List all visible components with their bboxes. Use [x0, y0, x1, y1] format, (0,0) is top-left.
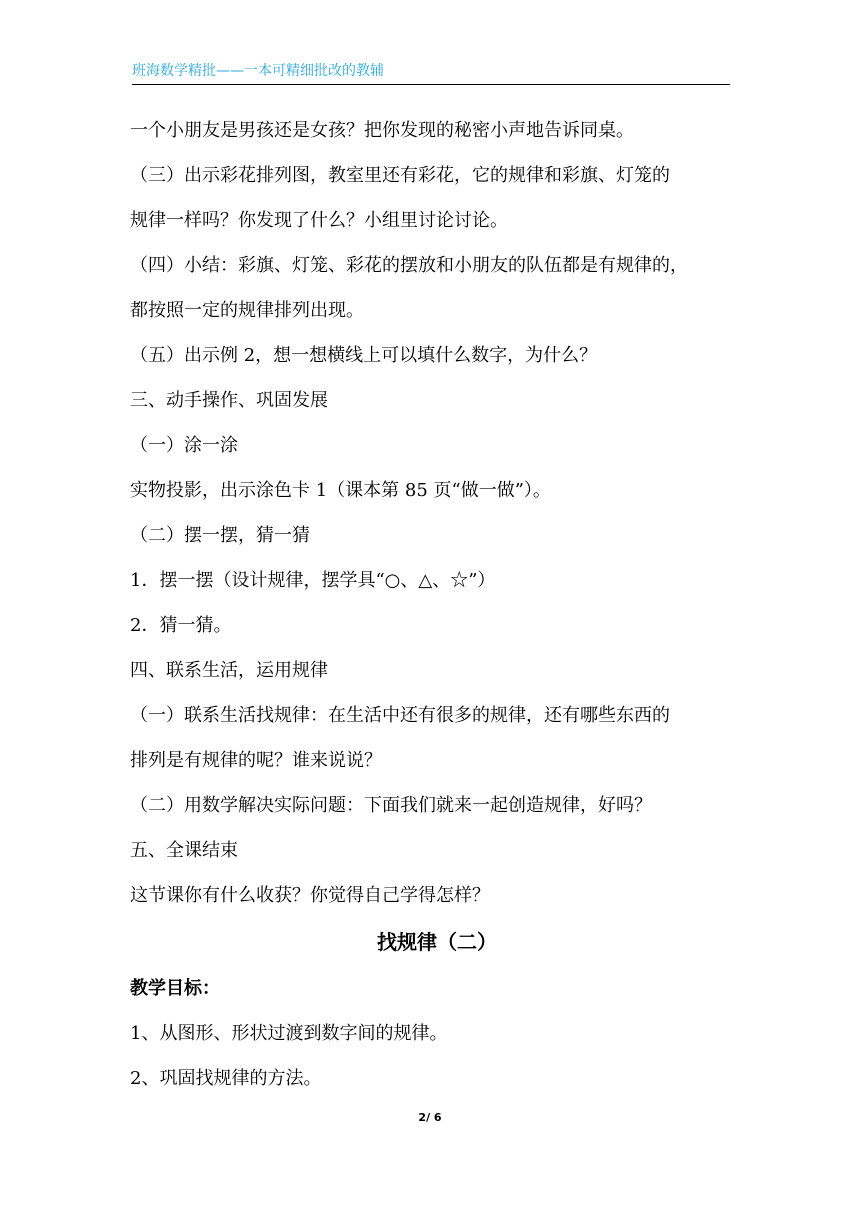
paragraph-line: （一）联系生活找规律：在生活中还有很多的规律，还有哪些东西的 — [130, 705, 670, 726]
paragraph-line: （二）摆一摆，猜一猜 — [130, 525, 310, 546]
paragraph-line: （四）小结：彩旗、灯笼、彩花的摆放和小朋友的队伍都是有规律的， — [130, 255, 688, 276]
paragraph-line: （三）出示彩花排列图，教室里还有彩花，它的规律和彩旗、灯笼的 — [130, 165, 670, 186]
objective-item: 1、从图形、形状过渡到数字间的规律。 — [130, 1023, 448, 1044]
section-heading: 三、动手操作、巩固发展 — [130, 390, 328, 411]
paragraph-line: 实物投影，出示涂色卡 1（课本第 85 页“做一做”）。 — [130, 480, 551, 501]
paragraph-line: 都按照一定的规律排列出现。 — [130, 300, 364, 321]
objective-item: 2、巩固找规律的方法。 — [130, 1068, 322, 1089]
paragraph-line: 这节课你有什么收获？你觉得自己学得怎样？ — [130, 885, 490, 906]
paragraph-line: 1．摆一摆（设计规律，摆学具“○、△、☆”） — [130, 570, 496, 591]
paragraph-line: （一）涂一涂 — [130, 435, 238, 456]
document-body — [130, 108, 734, 1101]
section-heading: 四、联系生活，运用规律 — [130, 660, 328, 681]
page-header — [132, 62, 730, 85]
header-text: 班海数学精批——一本可精细批改的教辅 — [132, 63, 384, 79]
objectives-heading: 教学目标： — [130, 978, 220, 999]
paragraph-line: 一个小朋友是男孩还是女孩？把你发现的秘密小声地告诉同桌。 — [130, 120, 634, 141]
paragraph-line: 2．猜一猜。 — [130, 615, 232, 636]
lesson-title: 找规律（二） — [377, 930, 497, 954]
section-heading: 五、全课结束 — [130, 840, 238, 861]
paragraph-line: （二）用数学解决实际问题：下面我们就来一起创造规律，好吗？ — [130, 795, 652, 816]
paragraph-line: 排列是有规律的呢？谁来说说？ — [130, 750, 382, 771]
paragraph-line: （五）出示例 2，想一想横线上可以填什么数字，为什么？ — [130, 345, 598, 366]
paragraph-line: 规律一样吗？你发现了什么？小组里讨论讨论。 — [130, 210, 508, 231]
page-number: 2/ 6 — [418, 1111, 442, 1124]
